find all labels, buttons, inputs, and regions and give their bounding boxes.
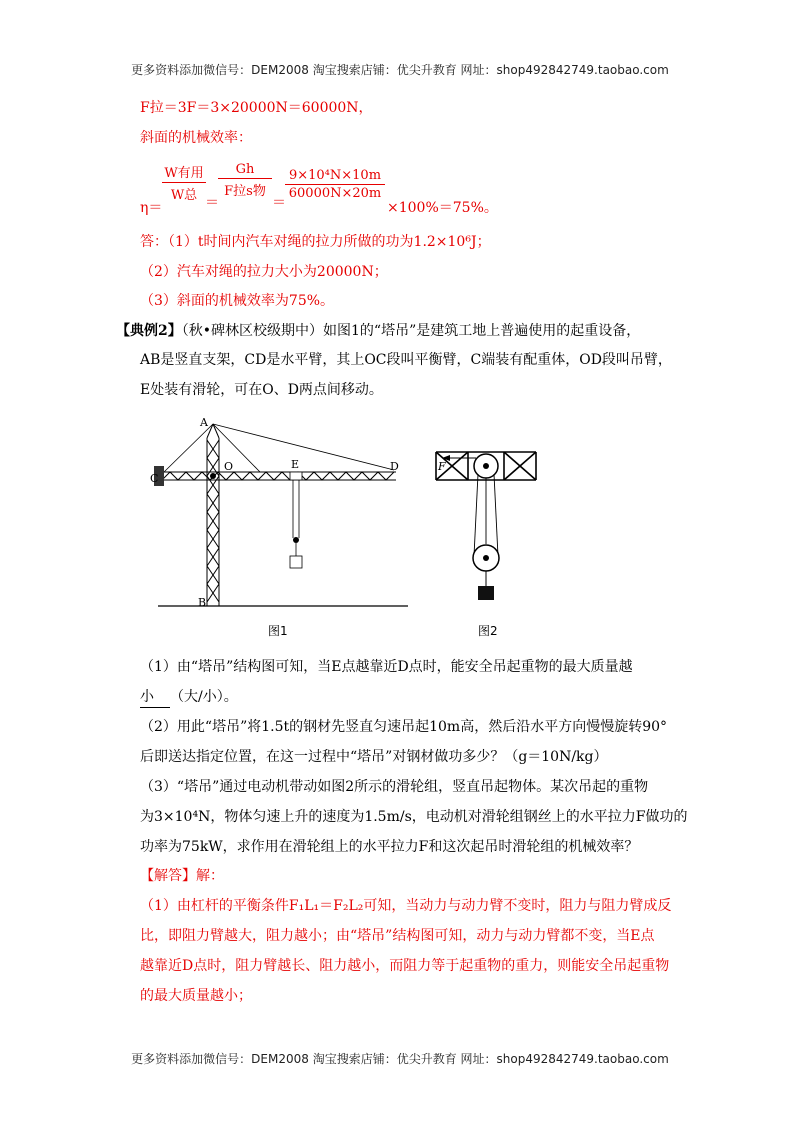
horizontal-arm <box>162 472 396 480</box>
answer-blank: 小 <box>140 687 170 708</box>
trolley-e <box>290 472 302 480</box>
label-d: D <box>390 460 399 473</box>
figure-2-caption: 图2 <box>478 624 498 638</box>
mast-lattice <box>207 438 219 606</box>
example-intro-3: E处装有滑轮，可在O、D两点间移动。 <box>140 382 383 398</box>
efficiency-label: 斜面的机械效率： <box>140 130 252 146</box>
fraction-bar <box>218 178 272 179</box>
question-2-line-2: 后即送达指定位置，在这一过程中“塔吊”对钢材做功多少？（g＝10N/kg） <box>140 749 608 765</box>
question-1-line-1: （1）由“塔吊”结构图可知，当E点越靠近D点时，能安全吊起重物的最大质量越 <box>140 659 633 675</box>
example-intro-1 <box>116 321 640 341</box>
equals-sign: ＝ <box>272 195 286 211</box>
fraction-denominator: F拉s物 <box>224 184 266 199</box>
fraction-numerator: Gh <box>235 162 255 177</box>
fraction-gh <box>218 162 272 199</box>
answer-label: 【解答】解： <box>140 868 224 884</box>
rope-right <box>494 474 498 556</box>
answer-paragraph-3: 越靠近D点时，阻力臂越长、阻力越小，而阻力等于起重物的重力，则能安全吊起重物 <box>140 958 670 974</box>
question-3-line-2: 为3×10⁴N，物体匀速上升的速度为1.5m/s，电动机对滑轮组钢丝上的水平拉力F做功的 <box>140 809 688 825</box>
label-f: F <box>438 460 446 473</box>
fraction-denominator: 60000N×20m <box>288 186 382 201</box>
eta-symbol: η＝ <box>140 200 163 216</box>
cable-inner <box>213 424 260 472</box>
pivot-o <box>210 473 216 479</box>
question-1-choice: （大/小）。 <box>170 689 238 705</box>
cable-ac <box>164 424 213 472</box>
fraction-denominator: W总 <box>170 188 198 203</box>
answer-paragraph-4: 的最大质量越小； <box>140 988 252 1004</box>
question-3-line-3: 功率为75kW，求作用在滑轮组上的水平拉力F和这次起吊时滑轮组的机械效率？ <box>140 839 639 855</box>
answer-paragraph-2: 比，即阻力臂越大，阻力越小；由“塔吊”结构图可知，动力与动力臂都不变，当E点 <box>140 928 655 944</box>
label-b: B <box>198 596 207 609</box>
label-c: C <box>150 472 159 485</box>
label-a: A <box>200 416 208 429</box>
figure-1-caption: 图1 <box>268 624 288 638</box>
rope-left <box>474 474 478 556</box>
fraction-bar <box>285 184 385 185</box>
tower-crane-figure <box>150 410 420 640</box>
label-o: O <box>224 460 234 473</box>
hook-pulley <box>293 537 299 543</box>
cable-ad <box>213 424 394 470</box>
example-title: 【典例2】 <box>116 323 182 339</box>
fraction-bar <box>162 182 206 183</box>
fraction-numeric <box>285 168 385 201</box>
fraction-numerator: W有用 <box>164 166 204 181</box>
load-box <box>290 556 302 568</box>
answer-paragraph-1: （1）由杠杆的平衡条件F₁L₁＝F₂L₂可知，当动力与动力臂不变时，阻力与阻力臂成反 <box>140 898 672 914</box>
pulley-block-figure <box>432 444 542 614</box>
heavy-load <box>478 586 494 600</box>
page-footer: 更多资料添加微信号：DEM2008 淘宝搜索店铺：优尖升教育 网址：shop492842749.taobao.com <box>131 1052 669 1066</box>
fraction-numerator: 9×10⁴N×10m <box>288 168 382 183</box>
label-e: E <box>291 458 300 471</box>
pull-force-line: F拉＝3F＝3×20000N＝60000N， <box>140 100 373 116</box>
fraction-useful-total <box>162 162 206 203</box>
efficiency-result: ×100%＝75%。 <box>387 200 498 216</box>
answer-line-2: （2）汽车对绳的拉力大小为20000N； <box>140 264 388 280</box>
question-1-line-2 <box>140 687 238 708</box>
question-3-line-1: （3）“塔吊”通过电动机带动如图2所示的滑轮组，竖直吊起物体。某次吊起的重物 <box>140 779 649 795</box>
equals-sign: ＝ <box>205 195 219 211</box>
example-intro-2: AB是竖直支架，CD是水平臂，其上OC段叫平衡臂，C端装有配重体，OD段叫吊臂， <box>140 352 672 368</box>
page-header: 更多资料添加微信号：DEM2008 淘宝搜索店铺：优尖升教育 网址：shop492842749.taobao.com <box>131 63 669 77</box>
answer-line-1: 答：（1）t时间内汽车对绳的拉力所做的功为1.2×10⁶J； <box>140 234 491 250</box>
question-2-line-1: （2）用此“塔吊”将1.5t的钢材先竖直匀速吊起10m高，然后沿水平方向慢慢旋转90° <box>140 719 668 735</box>
example-intro-text: （秋•碑林区校级期中）如图1的“塔吊”是建筑工地上普遍使用的起重设备， <box>181 323 641 339</box>
answer-line-3: （3）斜面的机械效率为75%。 <box>140 293 335 309</box>
